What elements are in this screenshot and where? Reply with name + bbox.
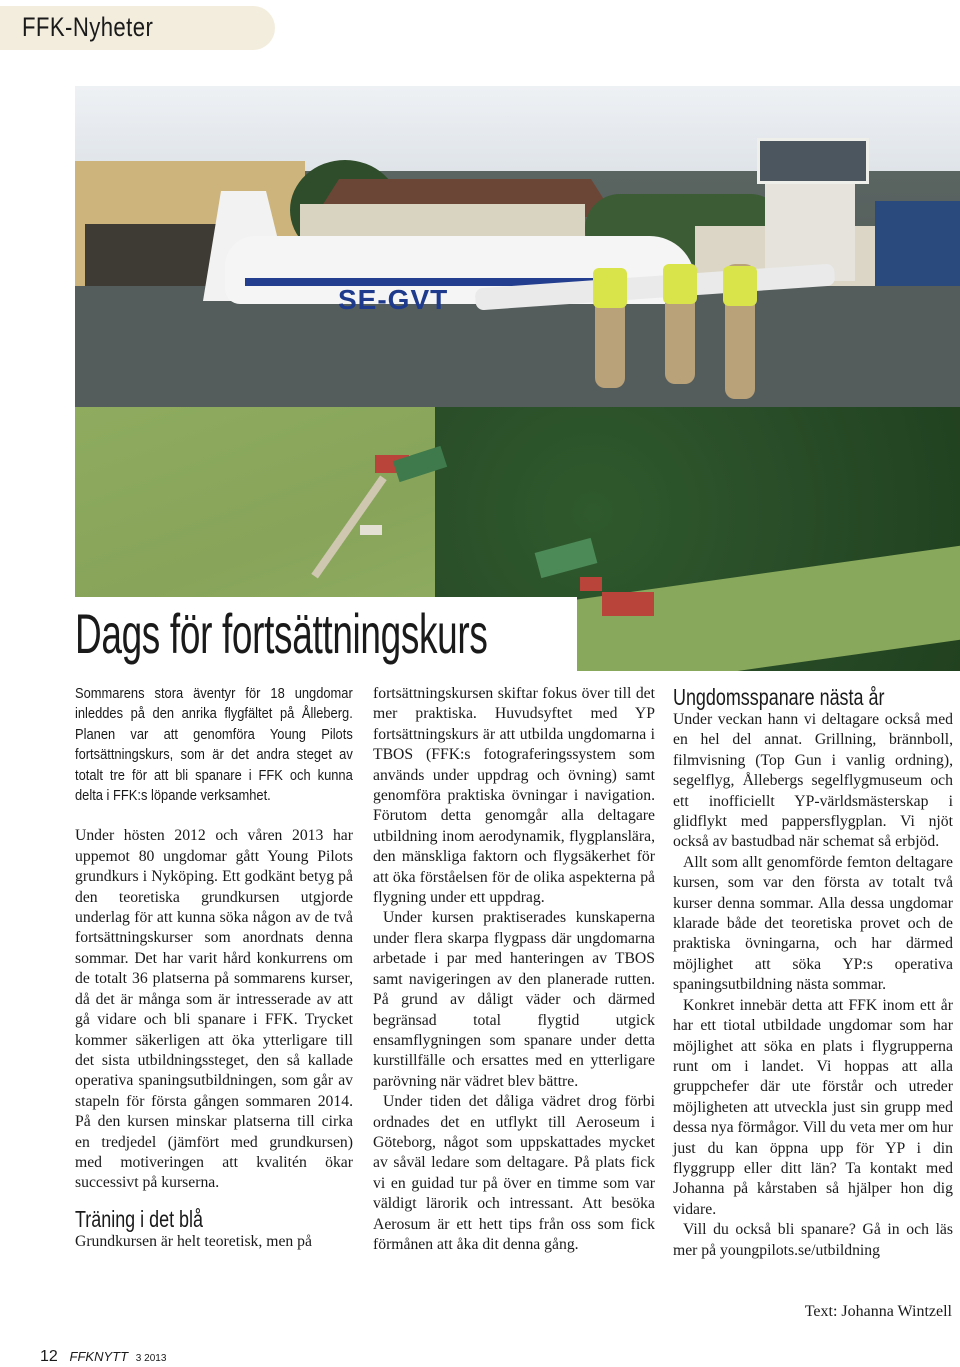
body-paragraph: Under kursen praktiserades kunskaperna under flera skarpa flygpass där ungdomarna arbetade i par med hanteringen av TBOS samt navigeringen av den planerade rutten. På grund av dåligt väder och därmed begränsad total flygtid utgick ensamflygningen som spanare under detta kurstillfälle och ersattes med en ytterligare parövning när vädret blev bättre. (373, 909, 655, 1090)
spacer (75, 1194, 353, 1206)
safety-vest (593, 268, 627, 308)
body-paragraph: Vill du också bli spanare? Gå in och läs mer på youngpilots.se/utbildning (673, 1221, 953, 1259)
blue-hangar (875, 201, 960, 291)
page-footer (40, 1348, 166, 1366)
safety-vest (663, 264, 697, 304)
body-paragraph: Grundkursen är helt teoretisk, men på (75, 1232, 312, 1250)
lead-paragraph: Sommarens stora äventyr för 18 ungdomar inleddes på den anrika flygfältet på Ålleberg. Planen var att genomföra Young Pilots fortsättningskurs, som är det andra steget av totalt tre för att bli spanare i FFK och kunna delta i FFK:s löpande verksamhet. (75, 685, 353, 805)
building (602, 592, 654, 616)
subheading: Träning i det blå (75, 1205, 203, 1232)
body-paragraph: Under tiden det dåliga vädret drog förbi ordnades det en utflykt till Aeroseum i Göteborg, något som uppskattades mycket av såväl ledare som deltagare. På plats fick vi en guidad tur på över en timme som var väldigt lärorik och intressant. Att besöka Aerosum är ett hett tips från oss som fick förmånen att åka dit denna gång. (373, 1093, 655, 1253)
magazine-name: FFKNYTT (69, 1349, 129, 1364)
body-paragraph: Konkret innebär detta att FFK inom ett år har ett tiotal utbildade ungdomar som har möjlighet att söka en plats i flygrupperna runt om i landet. Vi hoppas att alla gruppchefer där ute förstår och utreder möjligheten att utveckla just sin grupp med dessa nya förmågor. Vill du veta mer om hur just du kan öppna upp för YP i din flyggrupp eller ditt län? Ta kontakt med Johanna på kårstaben så hjälper hon dig vidare. (673, 996, 953, 1218)
author-credit: Text: Johanna Wintzell (804, 1303, 952, 1320)
section-tag-label: FFK-Nyheter (22, 12, 154, 42)
body-paragraph: fortsättningskursen skiftar fokus över till det mer praktiska. Huvudsyftet med YP fortsättningskurs är att utbilda ungdomarna i TBOS (FFK:s fotograferingssystem som används under uppdrag och övning) samt genomföra praktiska övningar i navigation. Förutom detta genomgår alla deltagare utbildning inom aerodynamik, flygplanslära, den mänskliga faktorn och flygsäkerhet för att öka förståelsen för de olika aspekterna på flygning under ett uppdrag. (373, 685, 655, 907)
page-number: 12 (40, 1348, 58, 1365)
column-3 (673, 684, 953, 1261)
body-paragraph: Under hösten 2012 och våren 2013 har uppemot 80 ungdomar gått Young Pilots grundkurs i Nyköping. Ett godkänt betyg på den teoretiska grundkursen utgjorde underlag för att kunna söka någon av de två fortsättningskurser som anordnats denna sommar. Det har varit hård konkurrens om de totalt 36 platserna på sommarens kurser, då det är många som är intresserade av att gå vidare och bli spanare i FFK. Trycket kommer säkerligen att öka ytterligare till det sista utbildningssteget, den så kallade operativa spaningsutbildningen, som går av stapeln för första gången sommaren 2014. På den kursen minskar platserna till cirka en tredjedel (jämfört med grundkursen) med motiveringen att kvalitén ökar successivt på kurserna. (75, 827, 353, 1192)
subheading: Ungdomsspanare nästa år (673, 684, 885, 710)
spacer (75, 806, 353, 826)
issue-number: 3 2013 (135, 1353, 167, 1364)
headline: Dags för fortsättningskurs (75, 602, 488, 665)
building (580, 577, 602, 591)
airfield-photo (75, 86, 960, 407)
column-1 (75, 684, 353, 1252)
airplane-registration: SE-GVT (338, 284, 449, 315)
section-tag (0, 6, 275, 50)
safety-vest (723, 266, 757, 306)
body-paragraph: Allt som allt genomförde femton deltagare kursen, som var den första av totalt två kurser denna sommar. Alla dessa ungdomar klarade både det teoretiska provet och de praktiska övningarna, och har därmed möjlighet att söka YP:s operativa spaningsutbildning nästa sommar. (673, 853, 953, 994)
body-paragraph: Under veckan hann vi deltagare också med en hel del annat. Grillning, brännboll, filmvisning (Top Gun i vanlig ordning), segelflyg, Ållebergs segelflygmuseum och ett inofficiellt YP-världsmästerskap i glidflykt med pappersflygplan. Vi njöt också av bastudbad när schemat så erbjöd. (673, 711, 953, 851)
column-2 (373, 684, 655, 1255)
small-building (360, 525, 382, 535)
control-tower-cab (757, 138, 869, 184)
